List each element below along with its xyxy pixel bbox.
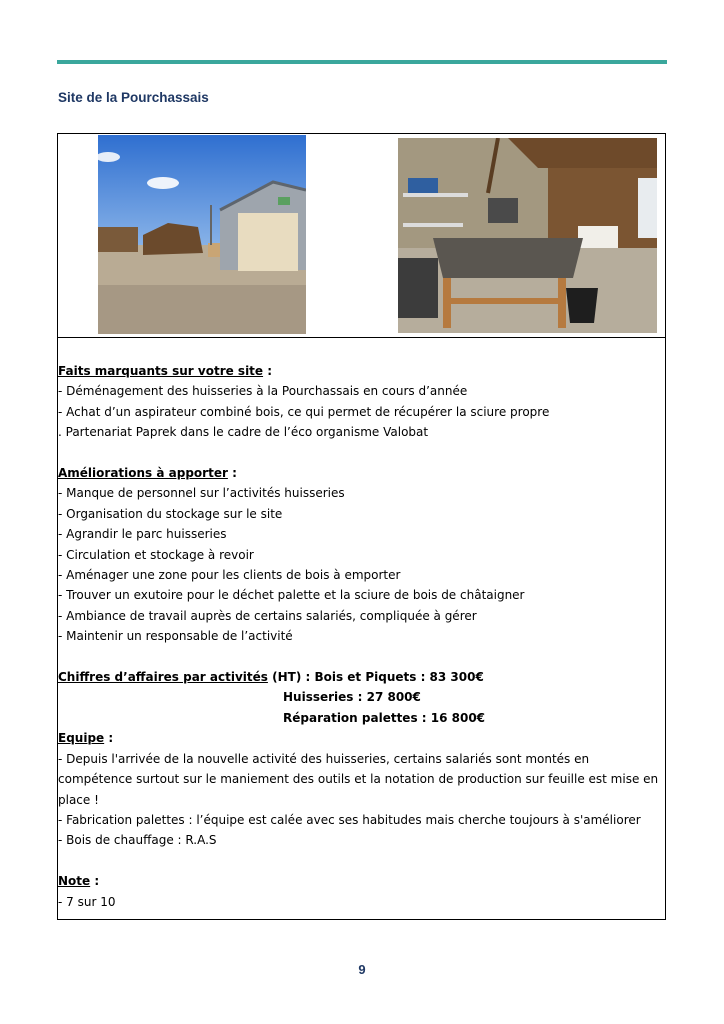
equipe-item: - Depuis l'arrivée de la nouvelle activité des huisseries, certains salariés sont montés en compétence surtout sur le maniement des outils et la notation de production sur feuille est mise en place ! bbox=[58, 751, 659, 807]
ameliorations-item: - Maintenir un responsable de l’activité bbox=[58, 629, 293, 644]
note-colon: : bbox=[90, 874, 100, 889]
ameliorations-item: - Ambiance de travail auprès de certains salariés, compliquée à gérer bbox=[58, 608, 477, 623]
faits-item: - Déménagement des huisseries à la Pourchassais en cours d’année bbox=[58, 384, 468, 399]
ameliorations-item: - Circulation et stockage à revoir bbox=[58, 547, 254, 562]
ameliorations-colon: : bbox=[227, 466, 237, 481]
photo-row bbox=[58, 134, 665, 338]
ameliorations-item: - Agrandir le parc huisseries bbox=[58, 527, 227, 542]
site-report-text bbox=[58, 361, 666, 912]
faits-heading: Faits marquants sur votre site bbox=[58, 364, 264, 378]
site-exterior-photo bbox=[98, 135, 306, 334]
note-value: - 7 sur 10 bbox=[58, 894, 116, 909]
revenue-bois-piquets: Bois et Piquets : 83 300€ bbox=[314, 670, 484, 685]
workshop-interior-photo bbox=[398, 138, 657, 333]
ameliorations-item: - Organisation du stockage sur le site bbox=[58, 506, 283, 521]
revenue-huisseries: Huisseries : 27 800€ bbox=[283, 690, 421, 705]
page-number: 9 bbox=[358, 962, 366, 977]
chiffres-heading: Chiffres d’affaires par activités bbox=[58, 670, 268, 685]
faits-item: . Partenariat Paprek dans le cadre de l’éco organisme Valobat bbox=[58, 425, 429, 440]
equipe-colon: : bbox=[104, 731, 114, 746]
section-title: Site de la Pourchassais bbox=[58, 90, 209, 105]
content-frame bbox=[57, 133, 666, 920]
equipe-heading: Equipe bbox=[58, 731, 105, 746]
equipe-item: - Fabrication palettes : l’équipe est calée avec ses habitudes mais cherche toujours à s'améliorer bbox=[58, 812, 641, 827]
chiffres-ht: (HT) : bbox=[267, 670, 315, 685]
ameliorations-item: - Manque de personnel sur l’activités huisseries bbox=[58, 486, 345, 501]
equipe-item: - Bois de chauffage : R.A.S bbox=[58, 833, 217, 848]
faits-item: - Achat d’un aspirateur combiné bois, ce qui permet de récupérer la sciure propre bbox=[58, 404, 550, 419]
ameliorations-item: - Trouver un exutoire pour le déchet palette et la sciure de bois de châtaigner bbox=[58, 588, 525, 603]
top-divider bbox=[57, 60, 667, 64]
ameliorations-item: - Aménager une zone pour les clients de bois à emporter bbox=[58, 568, 401, 583]
revenue-palettes: Réparation palettes : 16 800€ bbox=[283, 710, 486, 725]
ameliorations-heading: Améliorations à apporter bbox=[58, 466, 228, 481]
faits-colon: : bbox=[263, 364, 273, 378]
note-heading: Note bbox=[58, 874, 91, 889]
